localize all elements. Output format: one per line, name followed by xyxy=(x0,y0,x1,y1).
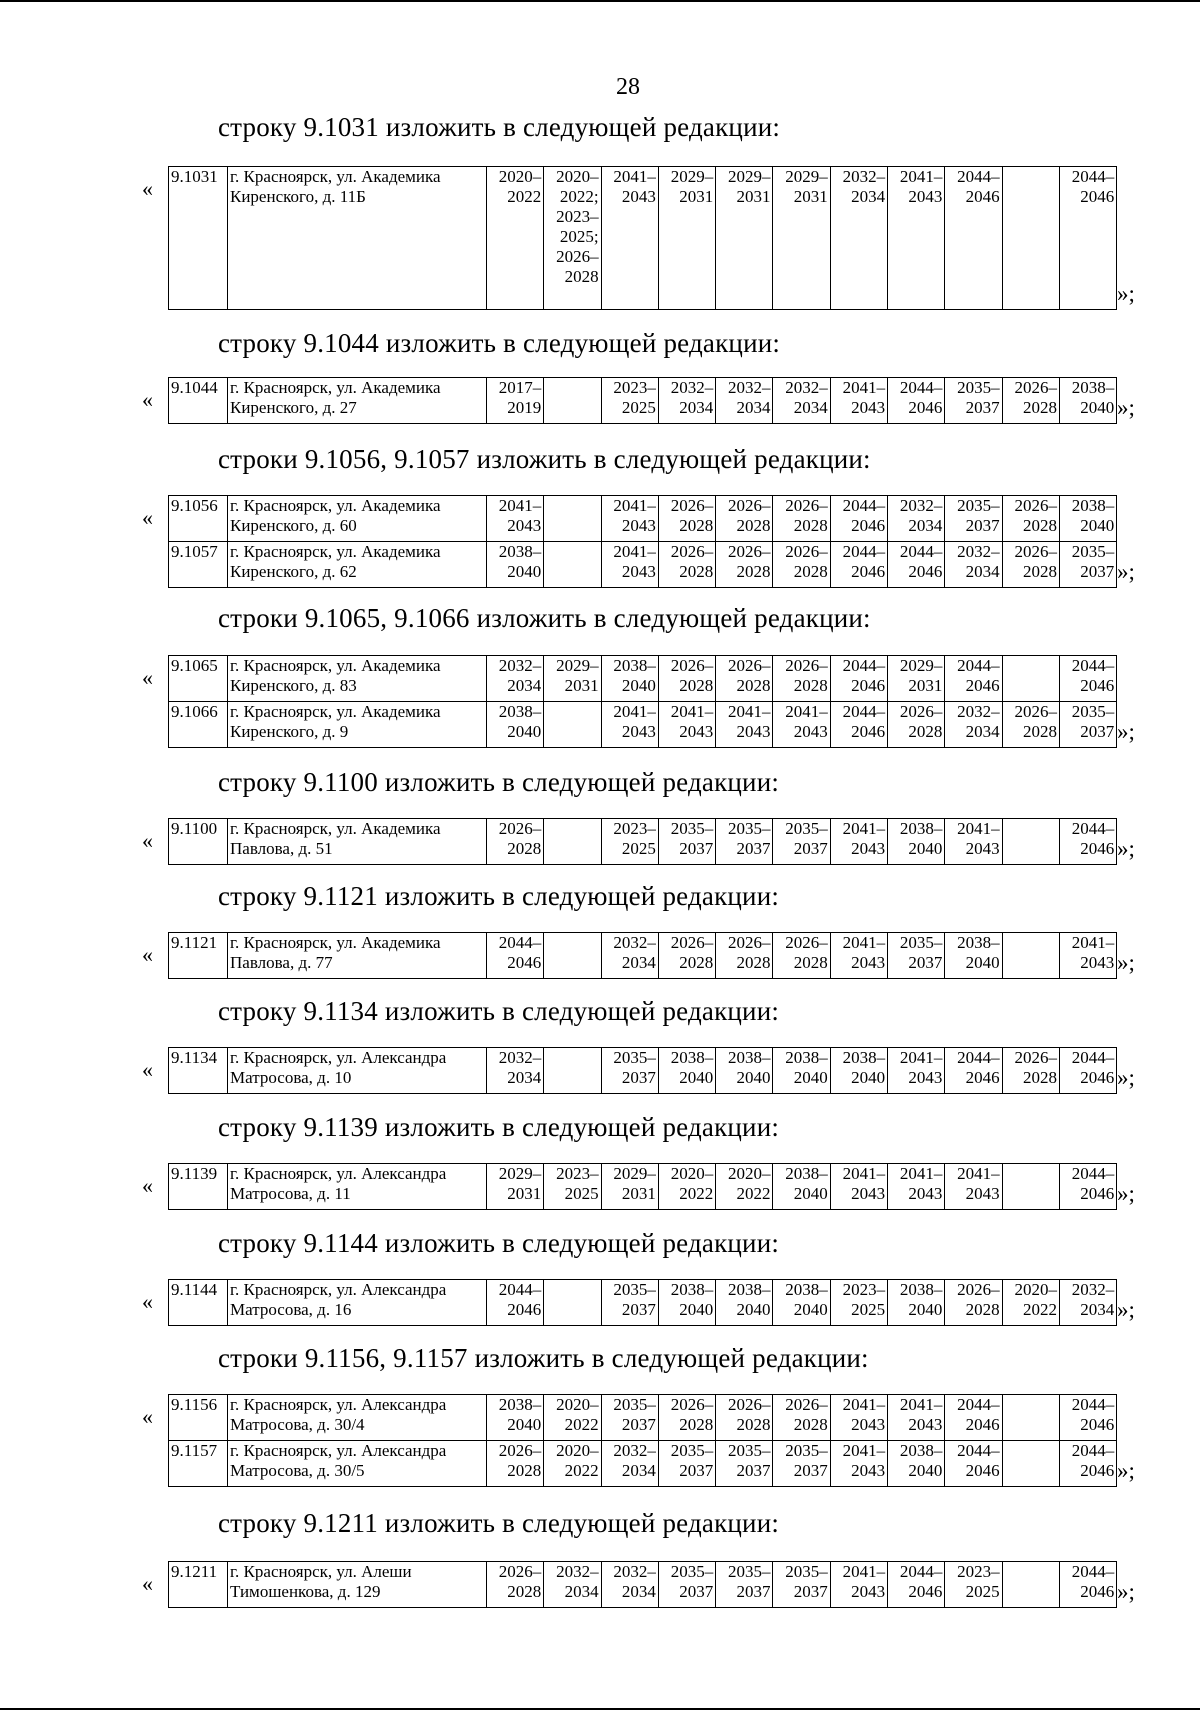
table-row xyxy=(169,167,1117,310)
year-range-cell: 2038– 2040 xyxy=(888,1280,945,1326)
table-row xyxy=(169,378,1117,424)
year-range-cell: 2035– 2037 xyxy=(773,1441,830,1487)
year-range-cell: 2044– 2046 xyxy=(888,378,945,424)
row-number: 9.1144 xyxy=(169,1280,228,1326)
amendment-table xyxy=(168,818,1117,865)
year-range-cell: 2044– 2046 xyxy=(888,1562,945,1608)
closing-quote: »; xyxy=(1117,1579,1135,1604)
opening-quote: « xyxy=(142,1404,153,1429)
year-range-cell: 2020– 2022 xyxy=(1002,1280,1059,1326)
amendment-instruction: строки 9.1056, 9.1057 изложить в следующей редакции: xyxy=(218,444,871,474)
year-range-cell: 2035– 2037 xyxy=(601,1280,658,1326)
year-range-cell: 2029– 2031 xyxy=(888,656,945,702)
year-range-cell: 2032– 2034 xyxy=(945,702,1002,748)
closing-quote: »; xyxy=(1117,559,1135,584)
year-range-cell: 2032– 2034 xyxy=(716,378,773,424)
year-range-cell: 2041– 2043 xyxy=(945,819,1002,865)
year-range-cell: 2026– 2028 xyxy=(773,1395,830,1441)
year-range-cell: 2035– 2037 xyxy=(601,1395,658,1441)
table-row xyxy=(169,1562,1117,1608)
year-range-cell: 2044– 2046 xyxy=(888,542,945,588)
table-row xyxy=(169,702,1117,748)
year-range-cell: 2020– 2022 xyxy=(716,1164,773,1210)
closing-quote: »; xyxy=(1117,1458,1135,1483)
year-range-cell: 2041– 2043 xyxy=(487,496,544,542)
address-cell: г. Красноярск, ул. Академика Павлова, д. 77 xyxy=(228,933,487,979)
address-cell: г. Красноярск, ул. Алеши Тимошенкова, д. 129 xyxy=(228,1562,487,1608)
year-range-cell: 2026– 2028 xyxy=(773,542,830,588)
closing-quote: »; xyxy=(1117,950,1135,975)
year-range-cell xyxy=(544,542,601,588)
year-range-cell: 2029– 2031 xyxy=(716,167,773,310)
year-range-cell xyxy=(1002,656,1059,702)
closing-quote: »; xyxy=(1117,719,1135,744)
year-range-cell xyxy=(544,933,601,979)
year-range-cell: 2035– 2037 xyxy=(658,1562,715,1608)
amendment-instruction: строки 9.1065, 9.1066 изложить в следующей редакции: xyxy=(218,603,871,633)
table-row xyxy=(169,656,1117,702)
year-range-cell: 2038– 2040 xyxy=(888,819,945,865)
year-range-cell: 2023– 2025 xyxy=(945,1562,1002,1608)
year-range-cell: 2041– 2043 xyxy=(888,1048,945,1094)
year-range-cell: 2026– 2028 xyxy=(1002,378,1059,424)
year-range-cell: 2035– 2037 xyxy=(773,1562,830,1608)
opening-quote: « xyxy=(142,505,153,530)
year-range-cell: 2038– 2040 xyxy=(773,1164,830,1210)
year-range-cell: 2020– 2022 xyxy=(487,167,544,310)
year-range-cell: 2044– 2046 xyxy=(487,933,544,979)
year-range-cell: 2017– 2019 xyxy=(487,378,544,424)
year-range-cell: 2026– 2028 xyxy=(716,542,773,588)
address-cell: г. Красноярск, ул. Александра Матросова, д. 30/4 xyxy=(228,1395,487,1441)
year-range-cell: 2023– 2025 xyxy=(601,378,658,424)
year-range-cell: 2038– 2040 xyxy=(888,1441,945,1487)
amendment-instruction: строки 9.1156, 9.1157 изложить в следующей редакции: xyxy=(218,1343,869,1373)
amendment-instruction: строку 9.1139 изложить в следующей редакции: xyxy=(218,1112,780,1142)
year-range-cell: 2023– 2025 xyxy=(830,1280,887,1326)
year-range-cell: 2026– 2028 xyxy=(716,656,773,702)
year-range-cell: 2044– 2046 xyxy=(830,496,887,542)
address-cell: г. Красноярск, ул. Академика Павлова, д. 51 xyxy=(228,819,487,865)
address-cell: г. Красноярск, ул. Академика Киренского, д. 62 xyxy=(228,542,487,588)
year-range-cell: 2026– 2028 xyxy=(773,656,830,702)
amendment-instruction: строку 9.1144 изложить в следующей редакции: xyxy=(218,1228,780,1258)
table-row xyxy=(169,1395,1117,1441)
year-range-cell: 2026– 2028 xyxy=(487,1562,544,1608)
year-range-cell: 2041– 2043 xyxy=(1059,933,1116,979)
amendment-table xyxy=(168,932,1117,979)
year-range-cell: 2044– 2046 xyxy=(1059,1395,1116,1441)
year-range-cell xyxy=(544,496,601,542)
year-range-cell: 2038– 2040 xyxy=(716,1280,773,1326)
year-range-cell: 2026– 2028 xyxy=(945,1280,1002,1326)
year-range-cell xyxy=(1002,1441,1059,1487)
year-range-cell: 2044– 2046 xyxy=(1059,819,1116,865)
year-range-cell: 2041– 2043 xyxy=(601,496,658,542)
year-range-cell: 2038– 2040 xyxy=(716,1048,773,1094)
address-cell: г. Красноярск, ул. Александра Матросова, д. 11 xyxy=(228,1164,487,1210)
year-range-cell: 2035– 2037 xyxy=(716,819,773,865)
table-row xyxy=(169,542,1117,588)
year-range-cell: 2032– 2034 xyxy=(888,496,945,542)
table-row xyxy=(169,1441,1117,1487)
address-cell: г. Красноярск, ул. Академика Киренского, д. 60 xyxy=(228,496,487,542)
closing-quote: »; xyxy=(1117,836,1135,861)
opening-quote: « xyxy=(142,942,153,967)
table-row xyxy=(169,1164,1117,1210)
year-range-cell: 2044– 2046 xyxy=(1059,1562,1116,1608)
year-range-cell: 2044– 2046 xyxy=(830,702,887,748)
opening-quote: « xyxy=(142,665,153,690)
year-range-cell xyxy=(1002,1164,1059,1210)
year-range-cell: 2044– 2046 xyxy=(945,1441,1002,1487)
year-range-cell: 2026– 2028 xyxy=(658,1395,715,1441)
address-cell: г. Красноярск, ул. Александра Матросова, д. 16 xyxy=(228,1280,487,1326)
amendment-instruction: строку 9.1031 изложить в следующей редакции: xyxy=(218,112,781,142)
row-number: 9.1156 xyxy=(169,1395,228,1441)
year-range-cell: 2041– 2043 xyxy=(888,1164,945,1210)
closing-quote: »; xyxy=(1117,1297,1135,1322)
year-range-cell: 2032– 2034 xyxy=(487,1048,544,1094)
year-range-cell: 2038– 2040 xyxy=(658,1048,715,1094)
year-range-cell: 2032– 2034 xyxy=(601,1441,658,1487)
year-range-cell xyxy=(1002,819,1059,865)
year-range-cell: 2035– 2037 xyxy=(945,378,1002,424)
year-range-cell: 2020– 2022 xyxy=(544,1395,601,1441)
opening-quote: « xyxy=(142,1571,153,1596)
year-range-cell: 2020– 2022 xyxy=(658,1164,715,1210)
table-row xyxy=(169,496,1117,542)
year-range-cell: 2026– 2028 xyxy=(716,496,773,542)
year-range-cell xyxy=(544,1048,601,1094)
year-range-cell: 2041– 2043 xyxy=(830,933,887,979)
year-range-cell xyxy=(544,819,601,865)
year-range-cell: 2032– 2034 xyxy=(773,378,830,424)
year-range-cell: 2026– 2028 xyxy=(658,933,715,979)
amendment-table xyxy=(168,1047,1117,1094)
year-range-cell: 2038– 2040 xyxy=(487,702,544,748)
year-range-cell: 2038– 2040 xyxy=(773,1280,830,1326)
address-cell: г. Красноярск, ул. Александра Матросова, д. 30/5 xyxy=(228,1441,487,1487)
row-number: 9.1121 xyxy=(169,933,228,979)
year-range-cell: 2044– 2046 xyxy=(830,542,887,588)
row-number: 9.1134 xyxy=(169,1048,228,1094)
year-range-cell: 2038– 2040 xyxy=(601,656,658,702)
year-range-cell: 2032– 2034 xyxy=(830,167,887,310)
year-range-cell: 2041– 2043 xyxy=(830,1164,887,1210)
year-range-cell: 2044– 2046 xyxy=(830,656,887,702)
year-range-cell: 2026– 2028 xyxy=(773,496,830,542)
amendment-table xyxy=(168,1561,1117,1608)
year-range-cell: 2026– 2028 xyxy=(716,1395,773,1441)
year-range-cell: 2032– 2034 xyxy=(544,1562,601,1608)
year-range-cell: 2044– 2046 xyxy=(1059,1164,1116,1210)
year-range-cell: 2041– 2043 xyxy=(830,819,887,865)
year-range-cell xyxy=(544,1280,601,1326)
row-number: 9.1044 xyxy=(169,378,228,424)
year-range-cell: 2023– 2025 xyxy=(544,1164,601,1210)
year-range-cell: 2041– 2043 xyxy=(601,542,658,588)
amendment-instruction: строку 9.1100 изложить в следующей редакции: xyxy=(218,767,780,797)
year-range-cell: 2041– 2043 xyxy=(830,378,887,424)
year-range-cell: 2032– 2034 xyxy=(487,656,544,702)
year-range-cell: 2032– 2034 xyxy=(1059,1280,1116,1326)
year-range-cell: 2038– 2040 xyxy=(487,1395,544,1441)
row-number: 9.1157 xyxy=(169,1441,228,1487)
year-range-cell: 2029– 2031 xyxy=(544,656,601,702)
year-range-cell: 2041– 2043 xyxy=(773,702,830,748)
amendment-table xyxy=(168,1394,1117,1487)
year-range-cell: 2035– 2037 xyxy=(1059,702,1116,748)
year-range-cell: 2026– 2028 xyxy=(1002,702,1059,748)
amendment-table xyxy=(168,1163,1117,1210)
year-range-cell: 2041– 2043 xyxy=(601,167,658,310)
page-number: 28 xyxy=(616,74,640,100)
year-range-cell: 2041– 2043 xyxy=(658,702,715,748)
year-range-cell: 2038– 2040 xyxy=(830,1048,887,1094)
year-range-cell xyxy=(544,702,601,748)
table-row xyxy=(169,933,1117,979)
year-range-cell: 2044– 2046 xyxy=(1059,167,1116,310)
year-range-cell: 2038– 2040 xyxy=(1059,496,1116,542)
year-range-cell: 2044– 2046 xyxy=(1059,1441,1116,1487)
year-range-cell: 2026– 2028 xyxy=(888,702,945,748)
year-range-cell: 2041– 2043 xyxy=(830,1441,887,1487)
year-range-cell: 2038– 2040 xyxy=(658,1280,715,1326)
row-number: 9.1057 xyxy=(169,542,228,588)
year-range-cell: 2020– 2022 xyxy=(544,1441,601,1487)
amendment-instruction: строку 9.1134 изложить в следующей редакции: xyxy=(218,996,780,1026)
year-range-cell: 2035– 2037 xyxy=(658,819,715,865)
year-range-cell: 2044– 2046 xyxy=(487,1280,544,1326)
year-range-cell: 2029– 2031 xyxy=(601,1164,658,1210)
opening-quote: « xyxy=(142,387,153,412)
address-cell: г. Красноярск, ул. Академика Киренского, д. 9 xyxy=(228,702,487,748)
bottom-rule xyxy=(0,1708,1200,1710)
year-range-cell: 2035– 2037 xyxy=(945,496,1002,542)
year-range-cell: 2041– 2043 xyxy=(888,1395,945,1441)
amendment-instruction: строку 9.1211 изложить в следующей редакции: xyxy=(218,1508,780,1538)
year-range-cell: 2032– 2034 xyxy=(658,378,715,424)
year-range-cell xyxy=(544,378,601,424)
year-range-cell: 2044– 2046 xyxy=(1059,1048,1116,1094)
year-range-cell: 2020– 2022; 2023– 2025; 2026– 2028 xyxy=(544,167,601,310)
year-range-cell: 2032– 2034 xyxy=(601,1562,658,1608)
row-number: 9.1211 xyxy=(169,1562,228,1608)
year-range-cell: 2023– 2025 xyxy=(601,819,658,865)
year-range-cell: 2032– 2034 xyxy=(601,933,658,979)
year-range-cell: 2029– 2031 xyxy=(773,167,830,310)
row-number: 9.1100 xyxy=(169,819,228,865)
year-range-cell: 2026– 2028 xyxy=(658,496,715,542)
year-range-cell: 2041– 2043 xyxy=(830,1395,887,1441)
year-range-cell: 2026– 2028 xyxy=(658,656,715,702)
year-range-cell: 2038– 2040 xyxy=(945,933,1002,979)
year-range-cell: 2041– 2043 xyxy=(830,1562,887,1608)
year-range-cell xyxy=(1002,167,1059,310)
year-range-cell: 2035– 2037 xyxy=(888,933,945,979)
amendment-table xyxy=(168,1279,1117,1326)
closing-quote: »; xyxy=(1117,281,1135,306)
year-range-cell: 2044– 2046 xyxy=(945,656,1002,702)
year-range-cell: 2026– 2028 xyxy=(658,542,715,588)
year-range-cell: 2038– 2040 xyxy=(1059,378,1116,424)
table-row xyxy=(169,1280,1117,1326)
opening-quote: « xyxy=(142,1057,153,1082)
year-range-cell: 2026– 2028 xyxy=(1002,542,1059,588)
closing-quote: »; xyxy=(1117,1065,1135,1090)
closing-quote: »; xyxy=(1117,395,1135,420)
year-range-cell: 2044– 2046 xyxy=(1059,656,1116,702)
address-cell: г. Красноярск, ул. Александра Матросова, д. 10 xyxy=(228,1048,487,1094)
year-range-cell: 2041– 2043 xyxy=(601,702,658,748)
address-cell: г. Красноярск, ул. Академика Киренского, д. 83 xyxy=(228,656,487,702)
year-range-cell: 2026– 2028 xyxy=(487,1441,544,1487)
year-range-cell xyxy=(1002,933,1059,979)
year-range-cell: 2038– 2040 xyxy=(773,1048,830,1094)
year-range-cell: 2035– 2037 xyxy=(1059,542,1116,588)
row-number: 9.1031 xyxy=(169,167,228,310)
year-range-cell: 2035– 2037 xyxy=(773,819,830,865)
year-range-cell: 2029– 2031 xyxy=(658,167,715,310)
table-row xyxy=(169,1048,1117,1094)
year-range-cell: 2035– 2037 xyxy=(601,1048,658,1094)
year-range-cell: 2026– 2028 xyxy=(1002,1048,1059,1094)
year-range-cell: 2026– 2028 xyxy=(716,933,773,979)
opening-quote: « xyxy=(142,828,153,853)
year-range-cell: 2026– 2028 xyxy=(773,933,830,979)
year-range-cell: 2035– 2037 xyxy=(658,1441,715,1487)
amendment-instruction: строку 9.1044 изложить в следующей редакции: xyxy=(218,328,781,358)
year-range-cell: 2041– 2043 xyxy=(945,1164,1002,1210)
top-rule xyxy=(0,0,1200,2)
amendment-table xyxy=(168,495,1117,588)
row-number: 9.1056 xyxy=(169,496,228,542)
year-range-cell: 2029– 2031 xyxy=(487,1164,544,1210)
closing-quote: »; xyxy=(1117,1181,1135,1206)
year-range-cell: 2044– 2046 xyxy=(945,1048,1002,1094)
year-range-cell: 2035– 2037 xyxy=(716,1562,773,1608)
row-number: 9.1065 xyxy=(169,656,228,702)
year-range-cell: 2041– 2043 xyxy=(716,702,773,748)
year-range-cell: 2026– 2028 xyxy=(487,819,544,865)
address-cell: г. Красноярск, ул. Академика Киренского, д. 27 xyxy=(228,378,487,424)
opening-quote: « xyxy=(142,1173,153,1198)
row-number: 9.1066 xyxy=(169,702,228,748)
amendment-table xyxy=(168,377,1117,424)
year-range-cell: 2044– 2046 xyxy=(945,167,1002,310)
year-range-cell: 2041– 2043 xyxy=(888,167,945,310)
amendment-table xyxy=(168,655,1117,748)
year-range-cell xyxy=(1002,1562,1059,1608)
amendment-instruction: строку 9.1121 изложить в следующей редакции: xyxy=(218,881,780,911)
year-range-cell: 2035– 2037 xyxy=(716,1441,773,1487)
table-row xyxy=(169,819,1117,865)
opening-quote: « xyxy=(142,176,153,201)
address-cell: г. Красноярск, ул. Академика Киренского, д. 11Б xyxy=(228,167,487,310)
amendment-table xyxy=(168,166,1117,310)
row-number: 9.1139 xyxy=(169,1164,228,1210)
opening-quote: « xyxy=(142,1289,153,1314)
year-range-cell: 2044– 2046 xyxy=(945,1395,1002,1441)
year-range-cell: 2026– 2028 xyxy=(1002,496,1059,542)
year-range-cell: 2038– 2040 xyxy=(487,542,544,588)
year-range-cell: 2032– 2034 xyxy=(945,542,1002,588)
year-range-cell xyxy=(1002,1395,1059,1441)
